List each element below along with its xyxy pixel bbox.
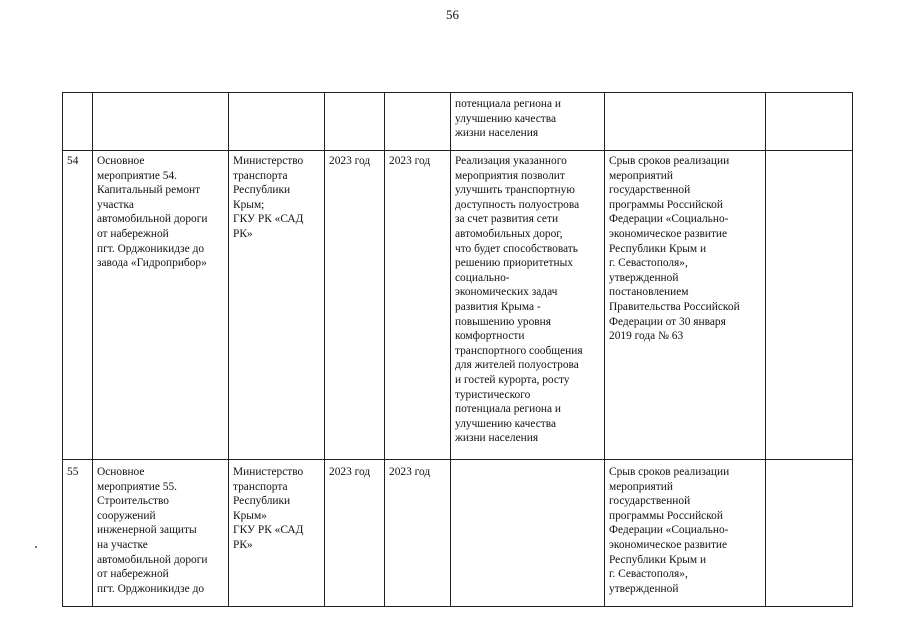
- cell-measure: [93, 93, 229, 151]
- cell-note: [766, 460, 853, 607]
- table-row-54: [63, 151, 853, 460]
- cell-start: 2023 год: [325, 460, 385, 607]
- cell-end: 2023 год: [385, 460, 451, 607]
- measures-table: [62, 92, 853, 607]
- cell-executor: Министерство транспорта Республики Крым; ГКУ РК «САД РК»: [229, 151, 325, 460]
- cell-note: [766, 93, 853, 151]
- cell-consequences: Срыв сроков реализации мероприятий государственной программы Российской Федерации «Социально- экономическое развитие Республики Крым и г. Севастополя», утвержденной: [605, 460, 766, 607]
- scan-speck: [35, 546, 37, 548]
- cell-executor: Министерство транспорта Республики Крым» ГКУ РК «САД РК»: [229, 460, 325, 607]
- cell-measure: Основное мероприятие 55. Строительство сооружений инженерной защиты на участке автомобильной дороги от набережной пгт. Орджоникидзе до: [93, 460, 229, 607]
- cell-expected-result: Реализация указанного мероприятия позволит улучшить транспортную доступность полуострова за счет развития сети автомобильных дорог, что будет способствовать решению приоритетных социально- экономических задач развития Крыма - повышению уровня комфортности транспортного сообщения для жителей полуострова и гостей курорта, росту туристического потенциала региона и улучшению качества жизни населения: [451, 151, 605, 460]
- cell-measure: Основное мероприятие 54. Капитальный ремонт участка автомобильной дороги от набережной пгт. Орджоникидзе до завода «Гидроприбор»: [93, 151, 229, 460]
- table-row-continuation: [63, 93, 853, 151]
- table-row-55: [63, 460, 853, 607]
- cell-number: 54: [63, 151, 93, 460]
- cell-note: [766, 151, 853, 460]
- cell-end: [385, 93, 451, 151]
- cell-end: 2023 год: [385, 151, 451, 460]
- cell-consequences: Срыв сроков реализации мероприятий государственной программы Российской Федерации «Социально- экономическое развитие Республики Крым и г. Севастополя», утвержденной постановлением Правительства Российской Федерации от 30 января 2019 года № 63: [605, 151, 766, 460]
- cell-number: [63, 93, 93, 151]
- cell-expected-result: [451, 460, 605, 607]
- cell-consequences: [605, 93, 766, 151]
- cell-start: [325, 93, 385, 151]
- cell-executor: [229, 93, 325, 151]
- cell-expected-result: потенциала региона и улучшению качества жизни населения: [451, 93, 605, 151]
- page-number: 56: [446, 7, 459, 22]
- cell-start: 2023 год: [325, 151, 385, 460]
- cell-number: 55: [63, 460, 93, 607]
